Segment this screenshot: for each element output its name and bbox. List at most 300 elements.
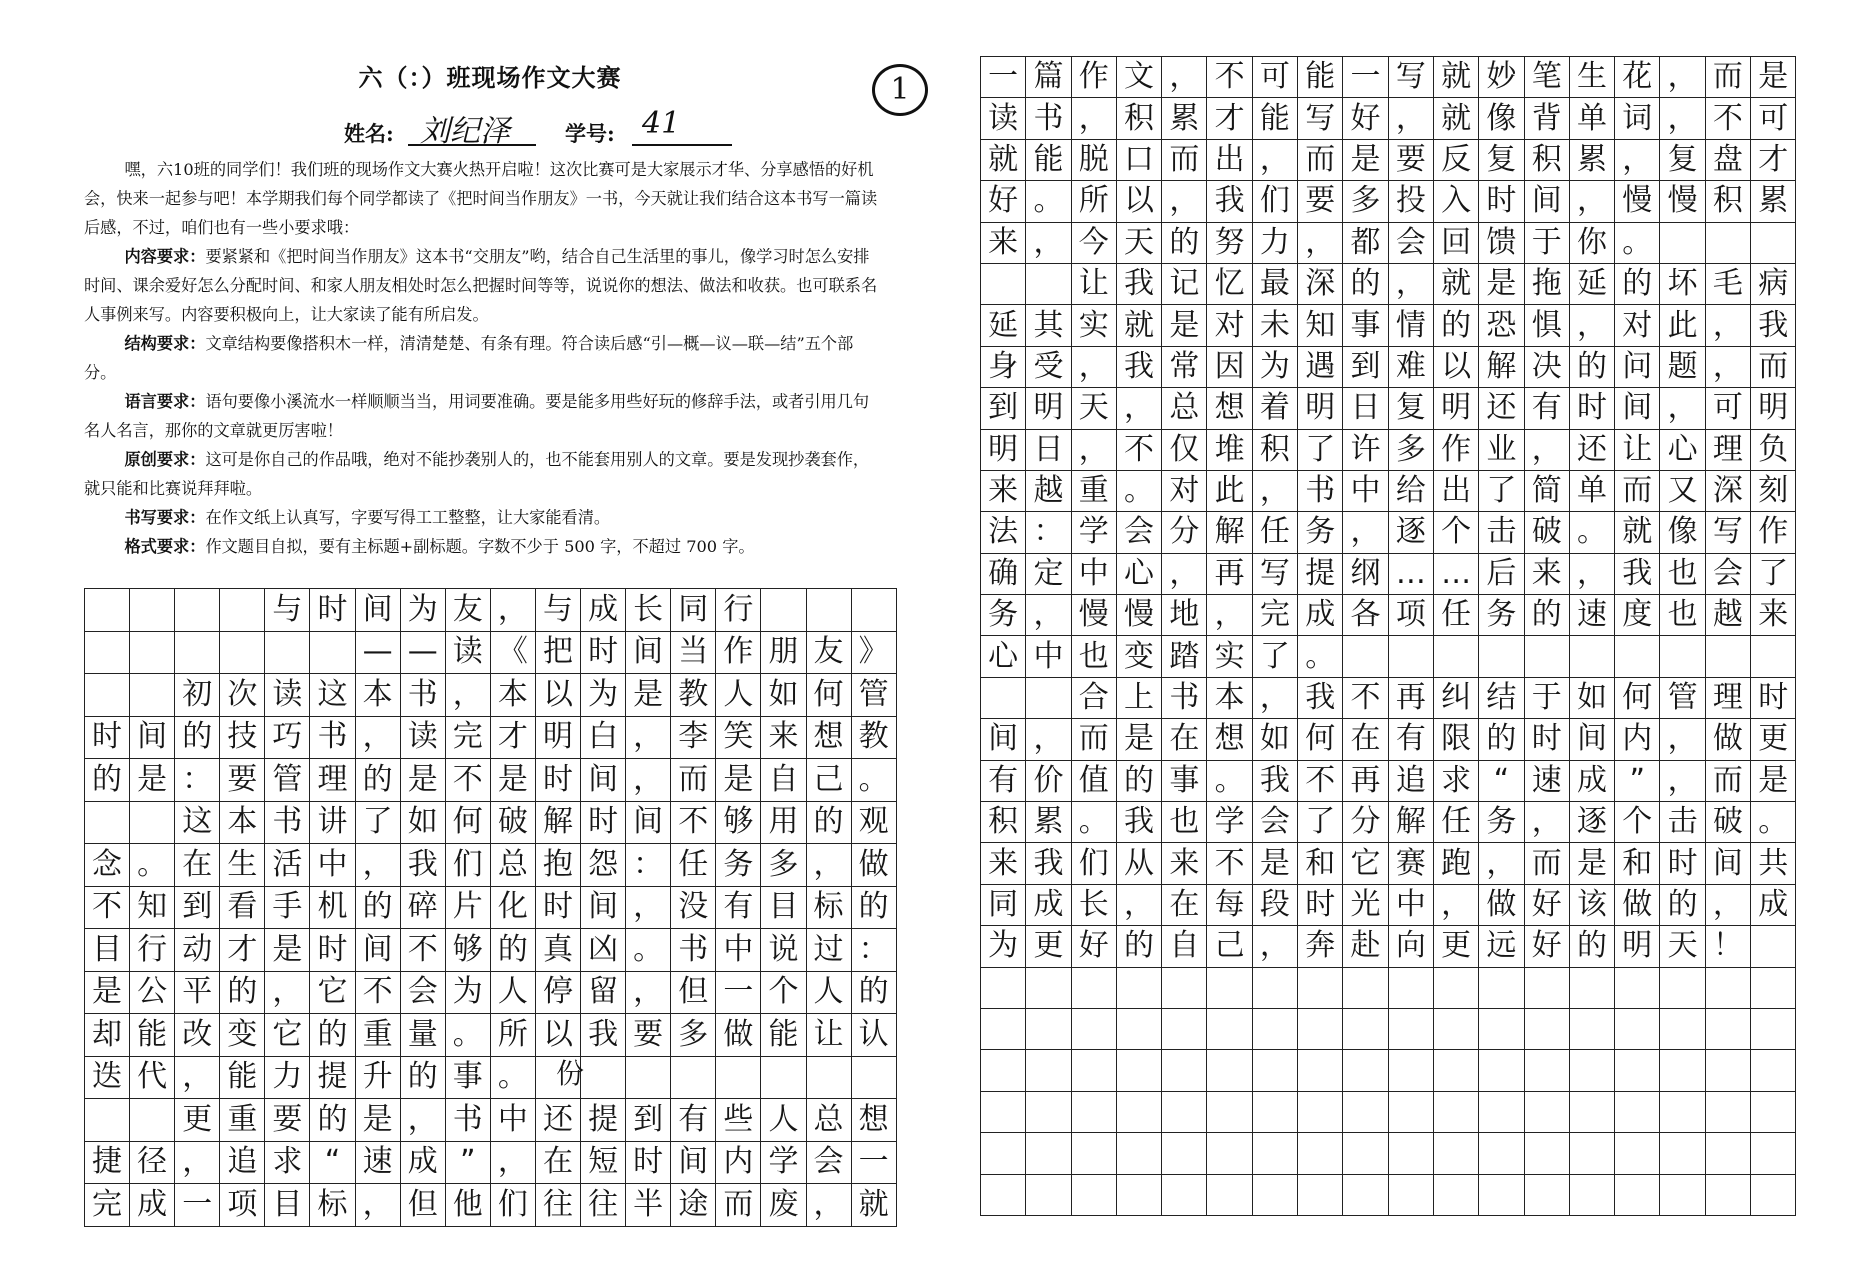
- grid-cell: 理: [1705, 429, 1750, 470]
- grid-cell: 此: [1660, 305, 1705, 346]
- grid-row: [981, 967, 1796, 1008]
- grid-cell: 分: [1343, 802, 1388, 843]
- grid-cell: ，: [1569, 181, 1614, 222]
- grid-cell: 时: [1479, 181, 1524, 222]
- grid-cell: [1660, 1008, 1705, 1049]
- grid-cell: 的: [1162, 222, 1207, 263]
- grid-cell: 堆: [1207, 429, 1252, 470]
- grid-cell: 作: [1751, 512, 1796, 553]
- grid-cell: 书: [1298, 470, 1343, 511]
- grid-cell: 初: [175, 674, 220, 717]
- grid-cell: 此: [1207, 470, 1252, 511]
- grid-cell: 天: [1660, 926, 1705, 967]
- grid-cell: 行: [130, 929, 175, 972]
- grid-cell: 更: [175, 1099, 220, 1142]
- grid-cell: 结: [1479, 677, 1524, 718]
- grid-cell: 毛: [1705, 263, 1750, 304]
- grid-cell: 学: [1207, 802, 1252, 843]
- grid-cell: 让: [806, 1014, 851, 1057]
- grid-cell: 径: [130, 1141, 175, 1184]
- grid-cell: [581, 1056, 626, 1099]
- grid-cell: 来: [1751, 595, 1796, 636]
- grid-cell: ，: [1207, 595, 1252, 636]
- grid-cell: 才: [1751, 139, 1796, 180]
- grid-cell: [1433, 1091, 1478, 1132]
- grid-cell: 跑: [1433, 843, 1478, 884]
- grid-cell: [716, 1056, 761, 1099]
- id-label: 学号:: [565, 121, 615, 146]
- grid-cell: [1071, 1174, 1116, 1215]
- grid-cell: 完: [85, 1184, 130, 1227]
- grid-cell: 和: [1615, 843, 1660, 884]
- grid-cell: [761, 589, 806, 632]
- grid-cell: 留: [581, 971, 626, 1014]
- grid-cell: 能: [1252, 98, 1297, 139]
- grid-cell: 的: [1479, 719, 1524, 760]
- grid-cell: [1660, 1133, 1705, 1174]
- grid-row: [981, 1008, 1796, 1049]
- grid-cell: “: [310, 1141, 355, 1184]
- grid-cell: 入: [1433, 181, 1478, 222]
- grid-cell: 篇: [1026, 57, 1071, 98]
- grid-cell: 累: [1751, 181, 1796, 222]
- grid-cell: [1615, 1050, 1660, 1091]
- grid-cell: [1207, 1133, 1252, 1174]
- grid-cell: [806, 589, 851, 632]
- grid-cell: 是: [1252, 843, 1297, 884]
- grid-cell: [1479, 1050, 1524, 1091]
- grid-cell: 反: [1433, 139, 1478, 180]
- grid-cell: ，: [400, 1099, 445, 1142]
- grid-cell: [1615, 1008, 1660, 1049]
- grid-cell: [1615, 636, 1660, 677]
- grid-cell: 平: [175, 971, 220, 1014]
- grid-cell: 能: [761, 1014, 806, 1057]
- grid-cell: 了: [1252, 636, 1297, 677]
- grid-cell: 做: [716, 1014, 761, 1057]
- grid-cell: 遇: [1298, 346, 1343, 387]
- grid-cell: 在: [175, 844, 220, 887]
- grid-cell: 来: [981, 470, 1026, 511]
- grid-cell: 我: [1026, 843, 1071, 884]
- grid-cell: 破: [1524, 512, 1569, 553]
- grid-cell: 的: [1569, 926, 1614, 967]
- grid-cell: 以: [535, 1014, 580, 1057]
- grid-row: [85, 1099, 897, 1142]
- grid-cell: 为: [400, 589, 445, 632]
- grid-cell: 就: [981, 139, 1026, 180]
- grid-cell: 捷: [85, 1141, 130, 1184]
- grid-cell: [1751, 636, 1796, 677]
- grid-cell: 再: [1343, 760, 1388, 801]
- grid-cell: 从: [1116, 843, 1161, 884]
- grid-cell: 受: [1026, 346, 1071, 387]
- grid-cell: 。: [626, 929, 671, 972]
- grid-cell: 项: [1388, 595, 1433, 636]
- grid-cell: 坏: [1660, 263, 1705, 304]
- grid-cell: 公: [130, 971, 175, 1014]
- grid-cell: 和: [1298, 843, 1343, 884]
- grid-cell: 间: [1705, 843, 1750, 884]
- grid-cell: 当: [671, 631, 716, 674]
- grid-cell: 标: [310, 1184, 355, 1227]
- grid-cell: 时: [535, 886, 580, 929]
- grid-cell: 。: [1071, 802, 1116, 843]
- grid-cell: [1433, 1008, 1478, 1049]
- grid-cell: 却: [85, 1014, 130, 1057]
- grid-cell: 忆: [1207, 263, 1252, 304]
- grid-cell: 升: [355, 1056, 400, 1099]
- grid-cell: 己: [1207, 926, 1252, 967]
- grid-cell: 还: [1569, 429, 1614, 470]
- grid-cell: 赛: [1388, 843, 1433, 884]
- grid-cell: 改: [175, 1014, 220, 1057]
- grid-cell: 如: [400, 801, 445, 844]
- grid-cell: 度: [1615, 595, 1660, 636]
- grid-cell: [1343, 967, 1388, 1008]
- grid-cell: 间: [1524, 181, 1569, 222]
- grid-cell: ，: [490, 1141, 535, 1184]
- grid-cell: 积: [1252, 429, 1297, 470]
- grid-cell: 盘: [1705, 139, 1750, 180]
- grid-cell: 不: [1298, 760, 1343, 801]
- grid-cell: [130, 801, 175, 844]
- grid-cell: 出: [1433, 470, 1478, 511]
- grid-cell: 提: [1298, 553, 1343, 594]
- grid-cell: ，: [1162, 57, 1207, 98]
- grid-cell: 而: [1751, 346, 1796, 387]
- grid-cell: [1615, 967, 1660, 1008]
- grid-row: [85, 631, 897, 674]
- grid-cell: [1660, 1174, 1705, 1215]
- grid-cell: 文: [1116, 57, 1161, 98]
- grid-cell: [1705, 1091, 1750, 1132]
- grid-cell: 书: [445, 1099, 490, 1142]
- grid-cell: 时: [1298, 884, 1343, 925]
- grid-cell: 的: [220, 971, 265, 1014]
- grid-cell: 更: [1751, 719, 1796, 760]
- grid-cell: 出: [1207, 139, 1252, 180]
- grid-cell: [1660, 222, 1705, 263]
- grid-cell: [1615, 1091, 1660, 1132]
- grid-cell: 管: [265, 759, 310, 802]
- grid-cell: 间: [671, 1141, 716, 1184]
- grid-cell: [1524, 1091, 1569, 1132]
- grid-cell: 在: [1162, 884, 1207, 925]
- grid-cell: 积: [1116, 98, 1161, 139]
- grid-cell: 明: [1751, 388, 1796, 429]
- grid-cell: 是: [1569, 843, 1614, 884]
- grid-cell: ，: [1660, 57, 1705, 98]
- grid-cell: 于: [1524, 222, 1569, 263]
- grid-cell: [85, 1099, 130, 1142]
- grid-cell: 了: [355, 801, 400, 844]
- grid-cell: 积: [981, 802, 1026, 843]
- grid-cell: 在: [1162, 719, 1207, 760]
- grid-cell: 你: [1569, 222, 1614, 263]
- grid-cell: ：: [626, 844, 671, 887]
- grid-cell: 到: [1343, 346, 1388, 387]
- grid-cell: ，: [1705, 305, 1750, 346]
- grid-row: [85, 589, 897, 632]
- grid-cell: 。: [1751, 802, 1796, 843]
- grid-cell: [130, 631, 175, 674]
- grid-cell: 决: [1524, 346, 1569, 387]
- grid-cell: 在: [1343, 719, 1388, 760]
- grid-row: [981, 595, 1796, 636]
- grid-cell: 有: [716, 886, 761, 929]
- grid-cell: 日: [1026, 429, 1071, 470]
- grid-cell: 成: [1751, 884, 1796, 925]
- grid-cell: 才: [220, 929, 265, 972]
- grid-cell: ，: [1252, 139, 1297, 180]
- grid-cell: 法: [981, 512, 1026, 553]
- grid-cell: 友: [445, 589, 490, 632]
- grid-row: [981, 677, 1796, 718]
- grid-cell: 不: [1207, 843, 1252, 884]
- grid-cell: 明: [1298, 388, 1343, 429]
- grid-cell: 停: [535, 971, 580, 1014]
- grid-cell: 们: [490, 1184, 535, 1227]
- grid-cell: [220, 631, 265, 674]
- grid-cell: [1026, 263, 1071, 304]
- grid-cell: [1479, 1008, 1524, 1049]
- grid-cell: [1751, 222, 1796, 263]
- grid-cell: [1162, 1050, 1207, 1091]
- grid-cell: 不: [1343, 677, 1388, 718]
- grid-cell: 会: [1388, 222, 1433, 263]
- grid-row: [981, 719, 1796, 760]
- grid-cell: 书: [265, 801, 310, 844]
- grid-cell: [1524, 1174, 1569, 1215]
- grid-cell: 们: [1252, 181, 1297, 222]
- grid-cell: 想: [806, 716, 851, 759]
- grid-cell: 碎: [400, 886, 445, 929]
- grid-cell: [981, 1008, 1026, 1049]
- grid-cell: 活: [265, 844, 310, 887]
- grid-cell: 李: [671, 716, 716, 759]
- grid-cell: 奔: [1298, 926, 1343, 967]
- grid-cell: 会: [806, 1141, 851, 1184]
- grid-row: [981, 222, 1796, 263]
- grid-cell: [1388, 1174, 1433, 1215]
- grid-cell: 单: [1569, 98, 1614, 139]
- grid-cell: 就: [1433, 57, 1478, 98]
- grid-row: [981, 429, 1796, 470]
- grid-cell: 馈: [1479, 222, 1524, 263]
- grid-cell: 技: [220, 716, 265, 759]
- grid-cell: 对: [1207, 305, 1252, 346]
- grid-cell: 是: [355, 1099, 400, 1142]
- grid-cell: 务: [716, 844, 761, 887]
- grid-cell: [85, 589, 130, 632]
- grid-cell: 天: [1071, 388, 1116, 429]
- grid-cell: 所: [1071, 181, 1116, 222]
- grid-cell: ，: [1388, 98, 1433, 139]
- grid-cell: 不: [1207, 57, 1252, 98]
- grid-cell: 着: [1252, 388, 1297, 429]
- grid-cell: 是: [1751, 57, 1796, 98]
- grid-cell: 作: [716, 631, 761, 674]
- grid-cell: [1162, 1008, 1207, 1049]
- grid-cell: 何: [445, 801, 490, 844]
- grid-cell: 同: [981, 884, 1026, 925]
- grid-cell: ，: [1660, 388, 1705, 429]
- grid-cell: 是: [626, 674, 671, 717]
- grid-cell: 。: [1569, 512, 1614, 553]
- grid-cell: 过: [806, 929, 851, 972]
- grid-cell: 心: [981, 636, 1026, 677]
- page-title: 六（：）班现场作文大赛: [358, 63, 622, 92]
- grid-cell: 写: [1252, 553, 1297, 594]
- grid-cell: [1660, 1050, 1705, 1091]
- grid-cell: [1026, 967, 1071, 1008]
- grid-cell: 解: [1388, 802, 1433, 843]
- grid-cell: [1071, 1008, 1116, 1049]
- grid-cell: 地: [1162, 595, 1207, 636]
- grid-cell: ，: [1569, 553, 1614, 594]
- grid-cell: 妙: [1479, 57, 1524, 98]
- grid-cell: [1252, 1050, 1297, 1091]
- grid-cell: [1252, 967, 1297, 1008]
- grid-cell: 能: [220, 1056, 265, 1099]
- grid-cell: 知: [1298, 305, 1343, 346]
- grid-cell: 业: [1479, 429, 1524, 470]
- grid-cell: 中: [1026, 636, 1071, 677]
- grid-cell: 努: [1207, 222, 1252, 263]
- grid-cell: 时: [1569, 388, 1614, 429]
- grid-cell: [626, 1056, 671, 1099]
- grid-cell: [1615, 1133, 1660, 1174]
- grid-cell: [1388, 1050, 1433, 1091]
- grid-cell: 是: [400, 759, 445, 802]
- grid-cell: 段: [1252, 884, 1297, 925]
- grid-cell: ，: [626, 971, 671, 1014]
- grid-cell: [1207, 1008, 1252, 1049]
- grid-cell: 就: [1116, 305, 1161, 346]
- grid-cell: 复: [1388, 388, 1433, 429]
- grid-cell: [1026, 1008, 1071, 1049]
- grid-cell: 读: [265, 674, 310, 717]
- grid-cell: 不: [671, 801, 716, 844]
- grid-cell: [981, 677, 1026, 718]
- grid-row: [981, 760, 1796, 801]
- instruction-originality: 原创要求：这可是你自己的作品哦，绝对不能抄袭别人的，也不能套用别人的文章。要是发现抄袭套作，就只能和比赛说拜拜啦。: [84, 450, 870, 498]
- grid-cell: 明: [1615, 926, 1660, 967]
- instruction-language: 语言要求：语句要像小溪流水一样顺顺当当，用词要准确。要是能多用些好玩的修辞手法，或者引用几句名人名言，那你的文章就更厉害啦！: [84, 392, 870, 440]
- grid-cell: 它: [310, 971, 355, 1014]
- grid-cell: 好: [1524, 926, 1569, 967]
- grid-cell: 的: [1569, 346, 1614, 387]
- grid-cell: 到: [981, 388, 1026, 429]
- grid-cell: [851, 589, 896, 632]
- grid-cell: 何: [1615, 677, 1660, 718]
- grid-cell: 管: [851, 674, 896, 717]
- grid-cell: 就: [1615, 512, 1660, 553]
- grid-cell: 讲: [310, 801, 355, 844]
- grid-cell: 的: [310, 1014, 355, 1057]
- grid-cell: 我: [1116, 263, 1161, 304]
- grid-cell: 记: [1162, 263, 1207, 304]
- grid-cell: 观: [851, 801, 896, 844]
- grid-cell: 事: [1343, 305, 1388, 346]
- grid-cell: ，: [490, 589, 535, 632]
- grid-cell: 来: [761, 716, 806, 759]
- grid-cell: [1751, 1008, 1796, 1049]
- grid-cell: [1569, 1174, 1614, 1215]
- grid-row: [85, 1184, 897, 1227]
- grid-cell: ，: [175, 1056, 220, 1099]
- grid-cell: [1071, 1091, 1116, 1132]
- grid-cell: 一: [716, 971, 761, 1014]
- grid-cell: ，: [1388, 263, 1433, 304]
- grid-cell: [1026, 1091, 1071, 1132]
- grid-cell: 仅: [1162, 429, 1207, 470]
- grid-cell: 量: [400, 1014, 445, 1057]
- grid-cell: [1343, 1133, 1388, 1174]
- grid-cell: 词: [1615, 98, 1660, 139]
- grid-cell: 自: [1162, 926, 1207, 967]
- grid-cell: 人: [806, 971, 851, 1014]
- grid-cell: 同: [671, 589, 716, 632]
- grid-cell: 知: [130, 886, 175, 929]
- grid-cell: 生: [220, 844, 265, 887]
- grid-cell: ，: [445, 674, 490, 717]
- grid-cell: 间: [626, 631, 671, 674]
- grid-cell: ，: [1524, 429, 1569, 470]
- grid-cell: ，: [355, 1184, 400, 1227]
- grid-cell: 所: [490, 1014, 535, 1057]
- grid-cell: 给: [1388, 470, 1433, 511]
- grid-cell: 也: [1071, 636, 1116, 677]
- grid-cell: 踏: [1162, 636, 1207, 677]
- grid-cell: 中: [1388, 884, 1433, 925]
- grid-cell: 的: [851, 971, 896, 1014]
- grid-cell: 成: [1298, 595, 1343, 636]
- grid-cell: 目: [265, 1184, 310, 1227]
- grid-cell: ，: [1071, 98, 1116, 139]
- grid-row: [85, 844, 897, 887]
- grid-cell: 也: [1660, 553, 1705, 594]
- grid-cell: 废: [761, 1184, 806, 1227]
- grid-cell: [1162, 1174, 1207, 1215]
- grid-cell: 我: [1298, 677, 1343, 718]
- grid-cell: 个: [761, 971, 806, 1014]
- grid-cell: [1388, 1008, 1433, 1049]
- grid-cell: ，: [1615, 139, 1660, 180]
- grid-cell: 为: [445, 971, 490, 1014]
- grid-cell: 时: [1524, 719, 1569, 760]
- grid-cell: 解: [535, 801, 580, 844]
- grid-row: [981, 1091, 1796, 1132]
- grid-cell: ，: [175, 1141, 220, 1184]
- grid-cell: 像: [1479, 98, 1524, 139]
- grid-cell: 背: [1524, 98, 1569, 139]
- instruction-format: 格式要求：作文题目自拟，要有主标题+副标题。字数不少于 500 字，不超过 700 字。: [124, 537, 755, 556]
- grid-cell: 心: [1660, 429, 1705, 470]
- grid-cell: 脱: [1071, 139, 1116, 180]
- grid-cell: 的: [355, 759, 400, 802]
- grid-cell: 往: [535, 1184, 580, 1227]
- grid-cell: [1162, 1091, 1207, 1132]
- grid-cell: 天: [1116, 222, 1161, 263]
- grid-cell: [130, 1099, 175, 1142]
- grid-cell: [1433, 1133, 1478, 1174]
- grid-cell: [1569, 636, 1614, 677]
- grid-cell: 它: [1343, 843, 1388, 884]
- grid-cell: [981, 1133, 1026, 1174]
- grid-cell: 又: [1660, 470, 1705, 511]
